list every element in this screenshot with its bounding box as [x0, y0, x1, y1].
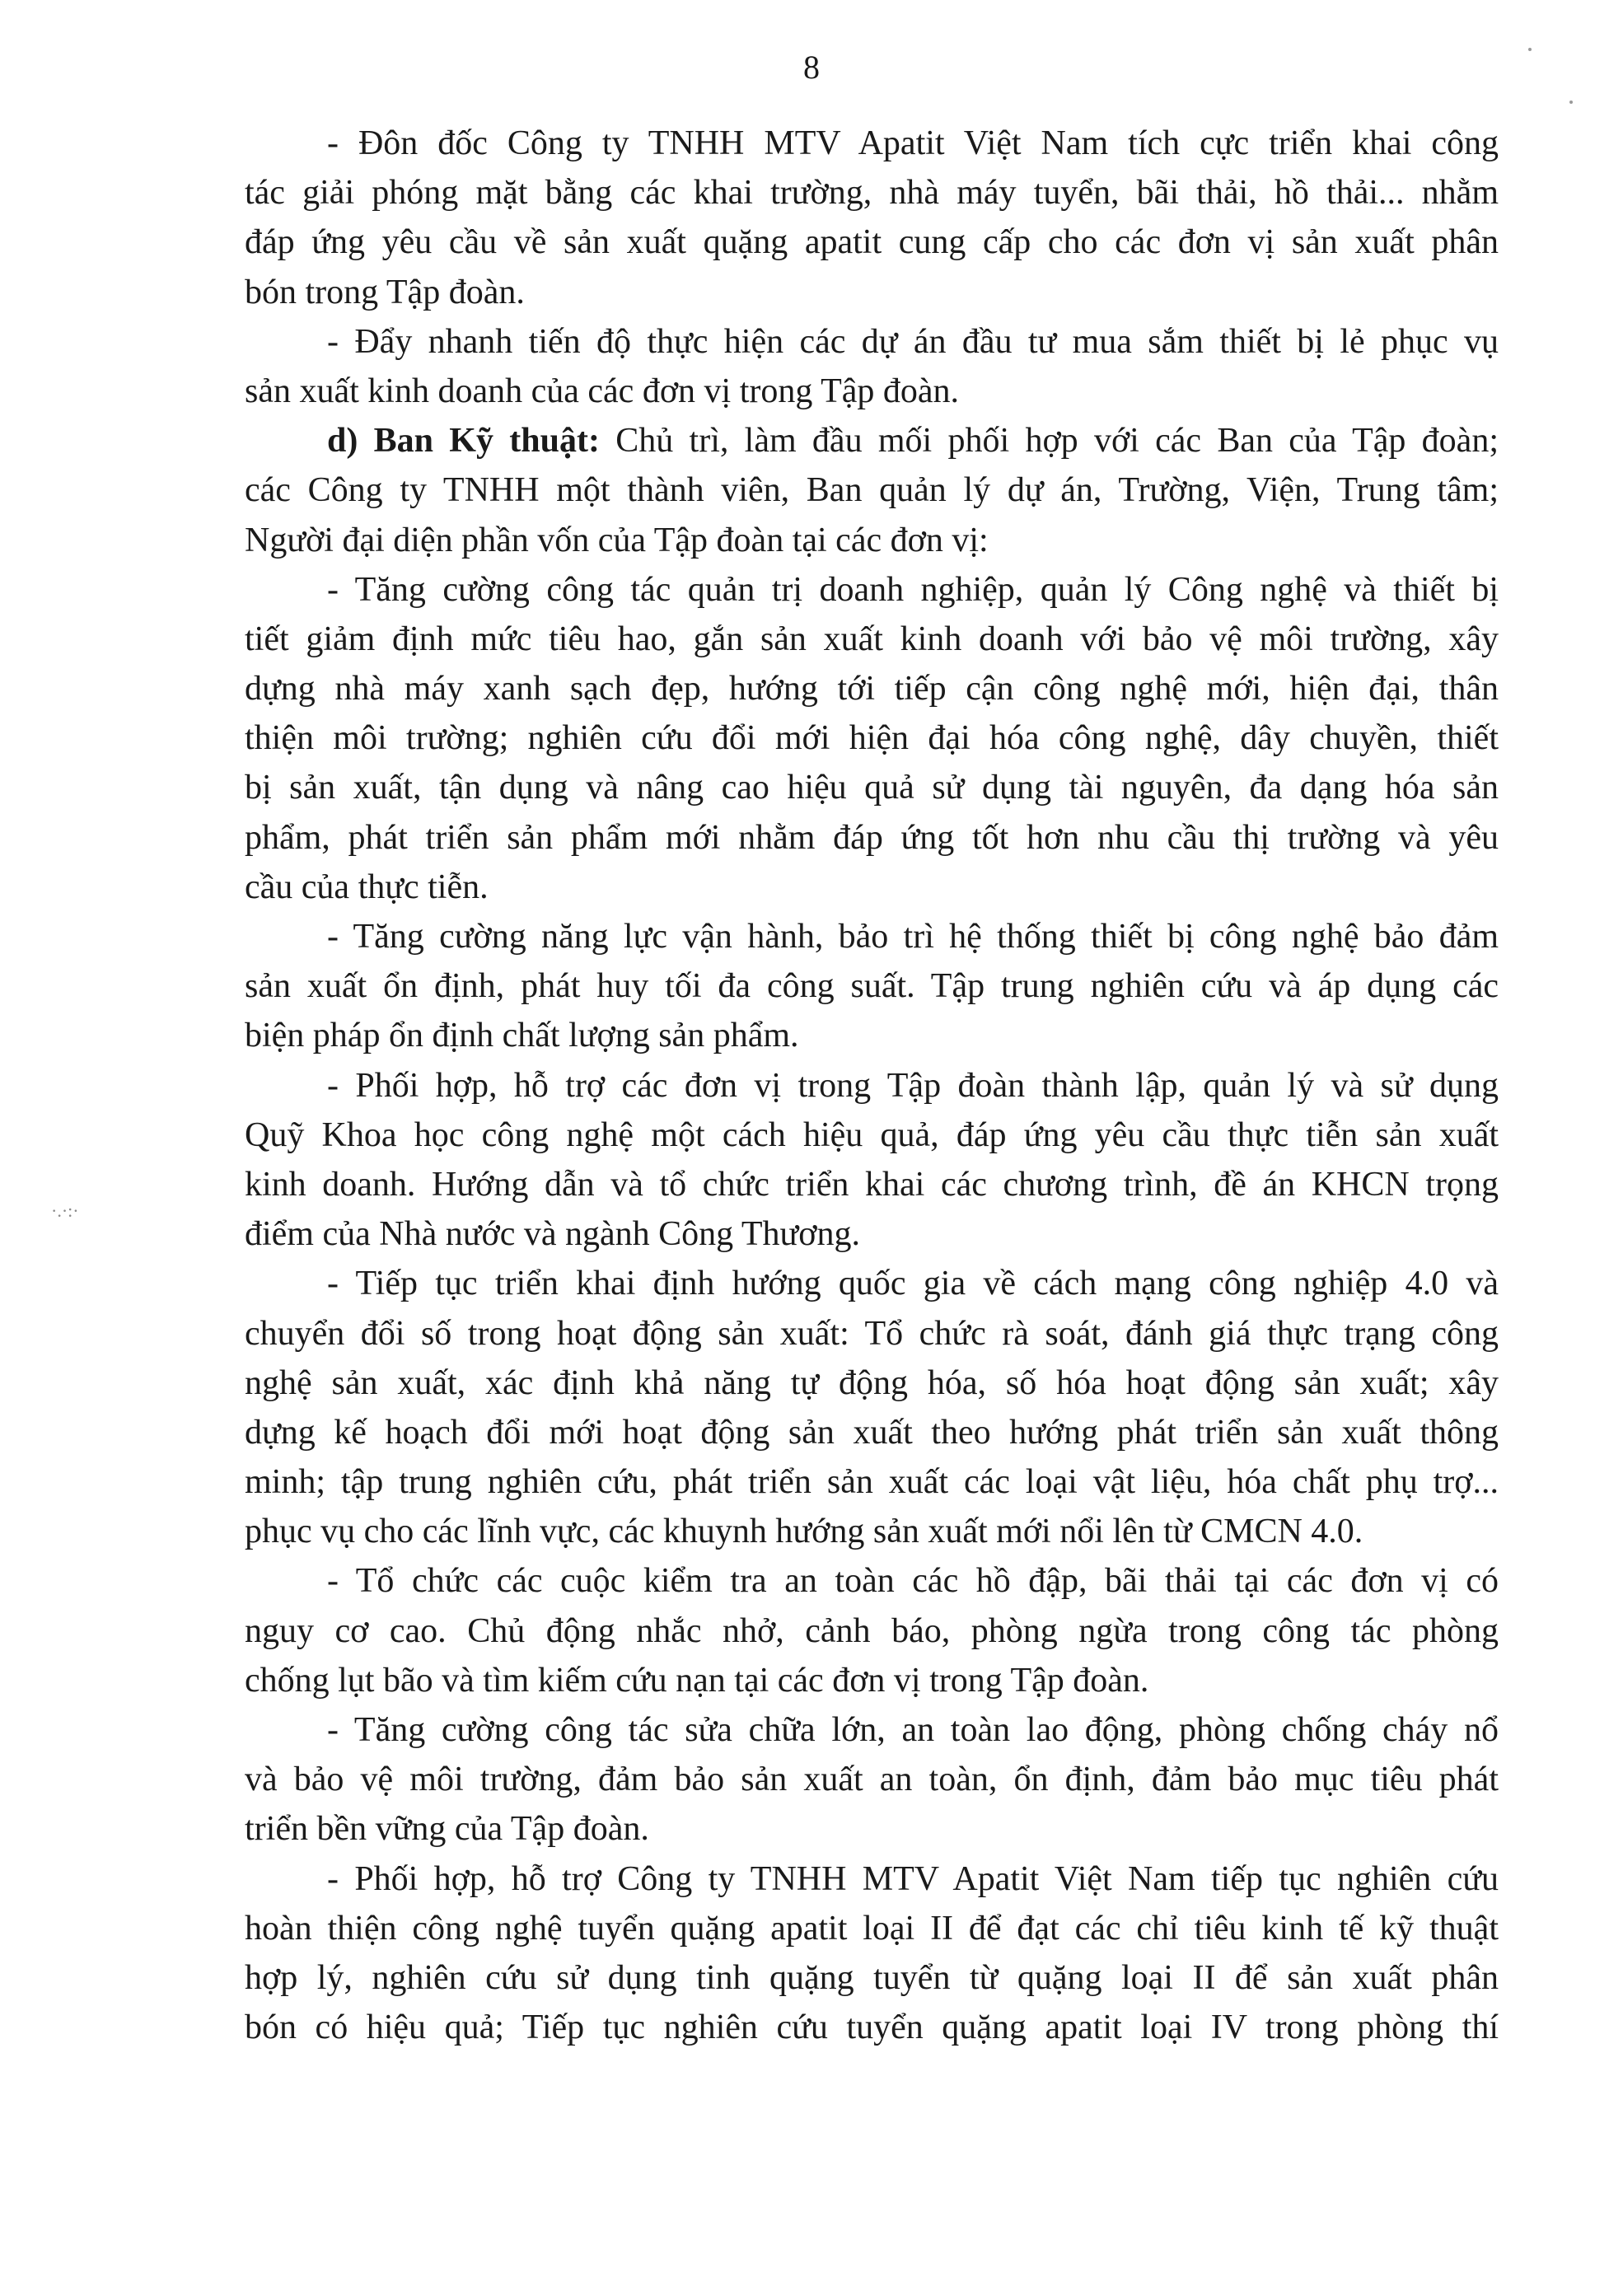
text-line: phẩm, phát triển sản phẩm mới nhằm đáp ứng tốt hơn nhu cầu thị trường và yêu: [245, 818, 1499, 857]
text-line: - Tăng cường năng lực vận hành, bảo trì hệ thống thiết bị công nghệ bảo đảm: [327, 918, 1499, 956]
text-line: sản xuất kinh doanh của các đơn vị trong Tập đoàn.: [245, 372, 960, 410]
text-line: triển bền vững của Tập đoàn.: [245, 1810, 649, 1849]
section-heading: d) Ban Kỹ thuật:: [327, 422, 600, 461]
text-line: chống lụt bão và tìm kiếm cứu nạn tại các đơn vị trong Tập đoàn.: [245, 1661, 1149, 1700]
text-line: nguy cơ cao. Chủ động nhắc nhở, cảnh báo, phòng ngừa trong công tác phòng: [245, 1611, 1499, 1650]
text-line: - Phối hợp, hỗ trợ Công ty TNHH MTV Apatit Việt Nam tiếp tục nghiên cứu: [327, 1859, 1499, 1898]
text-line: tác giải phóng mặt bằng các khai trường, nhà máy tuyển, bãi thải, hồ thải... nhằm: [245, 174, 1499, 213]
text-line: tiết giảm định mức tiêu hao, gắn sản xuất kinh doanh với bảo vệ môi trường, xây: [245, 620, 1499, 658]
text-line: bón trong Tập đoàn.: [245, 273, 525, 311]
text-line: và bảo vệ môi trường, đảm bảo sản xuất an toàn, ổn định, đảm bảo mục tiêu phát: [245, 1761, 1499, 1799]
text-line: - Tổ chức các cuộc kiểm tra an toàn các hồ đập, bãi thải tại các đơn vị có: [327, 1562, 1499, 1601]
text-line: biện pháp ổn định chất lượng sản phẩm.: [245, 1017, 799, 1055]
text-line: điểm của Nhà nước và ngành Công Thương.: [245, 1215, 861, 1254]
margin-mark: ·.·:·: [51, 1200, 79, 1221]
text-line: hoàn thiện công nghệ tuyển quặng apatit loại II để đạt các chỉ tiêu kinh tế kỹ thuật: [245, 1909, 1499, 1948]
text-line: bón có hiệu quả; Tiếp tục nghiên cứu tuyển quặng apatit loại IV trong phòng thí: [245, 2008, 1499, 2047]
text-line: đáp ứng yêu cầu về sản xuất quặng apatit cung cấp cho các đơn vị sản xuất phân: [245, 223, 1499, 262]
text-line: phục vụ cho các lĩnh vực, các khuynh hướng sản xuất mới nổi lên từ CMCN 4.0.: [245, 1513, 1363, 1551]
text-line: Người đại diện phần vốn của Tập đoàn tại các đơn vị:: [245, 521, 989, 559]
scan-speck: [1569, 101, 1573, 104]
scan-speck: [1528, 48, 1532, 51]
text-line: - Đẩy nhanh tiến độ thực hiện các dự án đầu tư mua sắm thiết bị lẻ phục vụ: [327, 322, 1499, 361]
line-text: Chủ trì, làm đầu mối phối hợp với các Ban của Tập đoàn;: [615, 422, 1499, 461]
page-number: 8: [803, 49, 820, 86]
text-line: kinh doanh. Hướng dẫn và tổ chức triển khai các chương trình, đề án KHCN trọng: [245, 1165, 1499, 1204]
text-line: sản xuất ổn định, phát huy tối đa công suất. Tập trung nghiên cứu và áp dụng các: [245, 967, 1499, 1006]
text-line: thiện môi trường; nghiên cứu đổi mới hiện đại hóa công nghệ, dây chuyền, thiết: [245, 719, 1499, 758]
text-line: - Tăng cường công tác sửa chữa lớn, an toàn lao động, phòng chống cháy nổ: [327, 1711, 1499, 1749]
text-line: cầu của thực tiễn.: [245, 867, 489, 906]
text-line: - Tiếp tục triển khai định hướng quốc gia về cách mạng công nghiệp 4.0 và: [327, 1265, 1499, 1303]
text-line: - Đôn đốc Công ty TNHH MTV Apatit Việt Nam tích cực triển khai công: [327, 124, 1499, 162]
text-line: - Phối hợp, hỗ trợ các đơn vị trong Tập đoàn thành lập, quản lý và sử dụng: [327, 1066, 1499, 1105]
text-line: Quỹ Khoa học công nghệ một cách hiệu quả, đáp ứng yêu cầu thực tiễn sản xuất: [245, 1115, 1499, 1154]
text-line: các Công ty TNHH một thành viên, Ban quản lý dự án, Trường, Viện, Trung tâm;: [245, 471, 1499, 510]
text-line: - Tăng cường công tác quản trị doanh nghiệp, quản lý Công nghệ và thiết bị: [327, 570, 1499, 609]
text-line: minh; tập trung nghiên cứu, phát triển sản xuất các loại vật liệu, hóa chất phụ trợ...: [245, 1463, 1499, 1502]
text-line: dựng nhà máy xanh sạch đẹp, hướng tới tiếp cận công nghệ mới, hiện đại, thân: [245, 670, 1499, 708]
text-line: nghệ sản xuất, xác định khả năng tự động hóa, số hóa hoạt động sản xuất; xây: [245, 1363, 1499, 1402]
text-line: chuyển đổi số trong hoạt động sản xuất: Tổ chức rà soát, đánh giá thực trạng công: [245, 1314, 1499, 1353]
text-line: bị sản xuất, tận dụng và nâng cao hiệu quả sử dụng tài nguyên, đa dạng hóa sản: [245, 769, 1499, 807]
document-body: [245, 119, 1499, 2052]
text-line: dựng kế hoạch đổi mới hoạt động sản xuất theo hướng phát triển sản xuất thông: [245, 1413, 1499, 1452]
text-line: hợp lý, nghiên cứu sử dụng tinh quặng tuyển từ quặng loại II để sản xuất phân: [245, 1958, 1499, 1997]
text-line: [245, 416, 1499, 465]
